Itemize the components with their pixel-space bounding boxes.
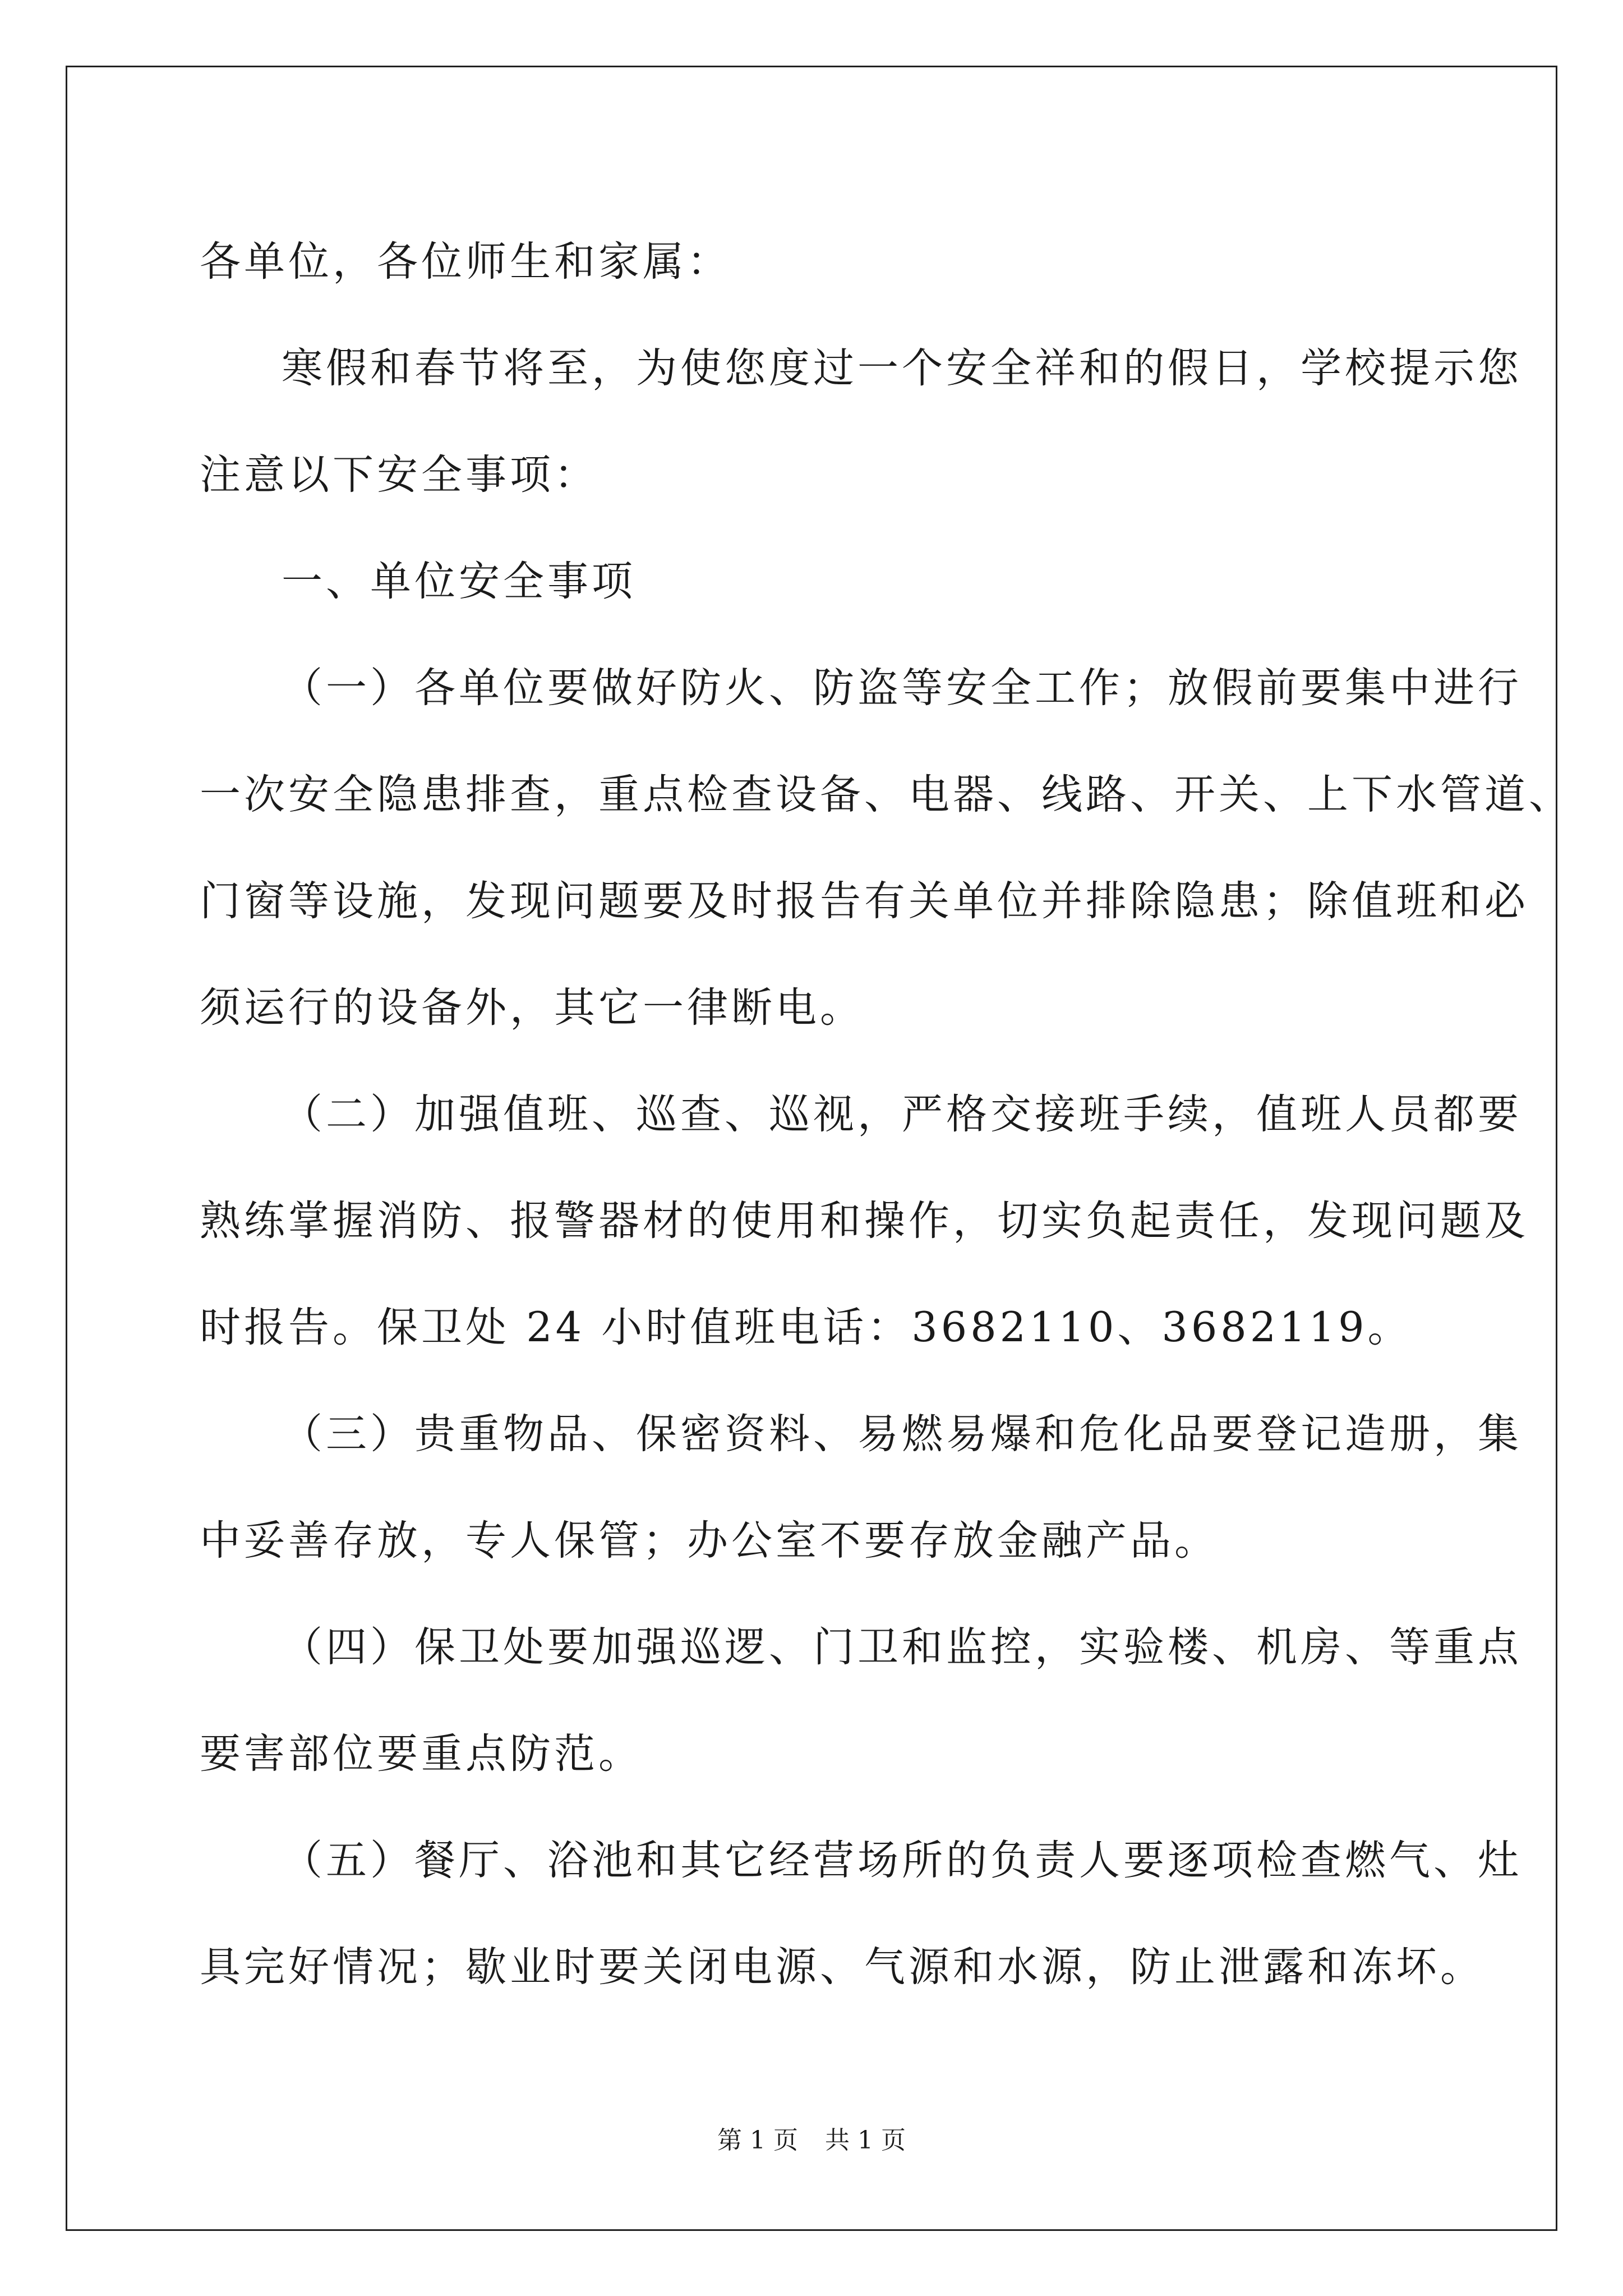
paragraph-line: 须运行的设备外，其它一律断电。 (200, 984, 864, 1032)
paragraph-line: 中妥善存放，专人保管；办公室不要存放金融产品。 (200, 1517, 1219, 1565)
paragraph-line: （五）餐厅、浴池和其它经营场所的负责人要逐项检查燃气、灶 (282, 1837, 1522, 1884)
document-body (200, 209, 1573, 2021)
paragraph-line: 注意以下安全事项： (200, 451, 598, 499)
paragraph-line: 要害部位要重点防范。 (200, 1730, 643, 1778)
paragraph-line: （一）各单位要做好防火、防盗等安全工作；放假前要集中进行 (282, 664, 1522, 712)
paragraph-line: 熟练掌握消防、报警器材的使用和操作，切实负起责任，发现问题及 (200, 1197, 1529, 1245)
page-footer (0, 2124, 1623, 2157)
paragraph-line: （四）保卫处要加强巡逻、门卫和监控，实验楼、机房、等重点 (282, 1623, 1522, 1671)
page-total: 共 1 页 (825, 2126, 906, 2155)
paragraph-line: 门窗等设施，发现问题要及时报告有关单位并排除隐患；除值班和必 (200, 877, 1529, 925)
paragraph-line: 寒假和春节将至，为使您度过一个安全祥和的假日，学校提示您 (282, 344, 1522, 392)
paragraph-line: （三）贵重物品、保密资料、易燃易爆和危化品要登记造册，集 (282, 1410, 1522, 1458)
salutation-line: 各单位，各位师生和家属： (200, 238, 731, 286)
paragraph-line: 一次安全隐患排查，重点检查设备、电器、线路、开关、上下水管道、 (200, 771, 1573, 818)
section-heading: 一、单位安全事项 (282, 558, 636, 605)
page-number: 第 1 页 (717, 2126, 798, 2155)
paragraph-line: 时报告。保卫处 24 小时值班电话：3682110、3682119。 (200, 1304, 1412, 1351)
paragraph-line: 具完好情况；歇业时要关闭电源、气源和水源，防止泄露和冻坏。 (200, 1943, 1484, 1991)
paragraph-line: （二）加强值班、巡查、巡视，严格交接班手续，值班人员都要 (282, 1091, 1522, 1138)
